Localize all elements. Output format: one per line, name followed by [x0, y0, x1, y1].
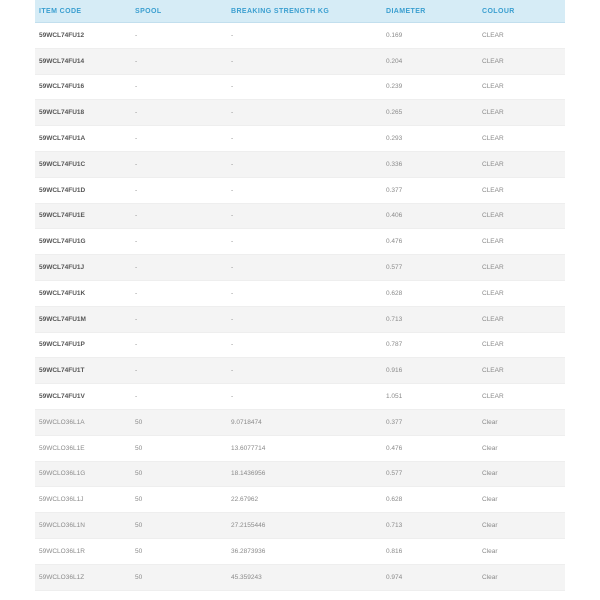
- breaking-strength-cell: -: [231, 367, 234, 375]
- item-code-cell: 59WCL74FU14: [39, 57, 85, 65]
- table-row[interactable]: [35, 229, 565, 255]
- colour-cell: CLEAR: [482, 264, 504, 272]
- breaking-strength-cell: -: [231, 109, 234, 117]
- table-row[interactable]: [35, 152, 565, 178]
- column-header-breaking-strength[interactable]: BREAKING STRENGTH KG: [231, 7, 330, 15]
- table-row[interactable]: [35, 410, 565, 436]
- table-row[interactable]: [35, 178, 565, 204]
- diameter-cell: 0.336: [386, 160, 403, 168]
- spool-cell: -: [135, 289, 138, 297]
- spool-cell: -: [135, 367, 138, 375]
- colour-cell: CLEAR: [482, 315, 504, 323]
- spool-cell: -: [135, 393, 138, 401]
- colour-cell: CLEAR: [482, 160, 504, 168]
- breaking-strength-cell: 27.2155446: [231, 522, 266, 530]
- item-code-cell: 59WCL74FU1E: [39, 212, 85, 220]
- spool-cell: -: [135, 57, 138, 65]
- colour-cell: CLEAR: [482, 186, 504, 194]
- item-code-cell: 59WCL74FU1C: [39, 160, 86, 168]
- breaking-strength-cell: -: [231, 83, 234, 91]
- spool-cell: -: [135, 186, 138, 194]
- item-code-cell: 59WCL74FU1T: [39, 367, 85, 375]
- colour-cell: Clear: [482, 418, 498, 426]
- table-row[interactable]: [35, 513, 565, 539]
- diameter-cell: 0.476: [386, 238, 403, 246]
- product-table: [35, 0, 565, 591]
- table-row[interactable]: [35, 462, 565, 488]
- diameter-cell: 0.377: [386, 418, 403, 426]
- spool-cell: -: [135, 315, 138, 323]
- diameter-cell: 0.577: [386, 470, 403, 478]
- colour-cell: CLEAR: [482, 57, 504, 65]
- colour-cell: CLEAR: [482, 341, 504, 349]
- colour-cell: Clear: [482, 573, 498, 581]
- breaking-strength-cell: -: [231, 264, 234, 272]
- colour-cell: CLEAR: [482, 31, 504, 39]
- spool-cell: -: [135, 83, 138, 91]
- colour-cell: CLEAR: [482, 109, 504, 117]
- colour-cell: Clear: [482, 496, 498, 504]
- spool-cell: 50: [135, 444, 143, 452]
- table-row[interactable]: [35, 487, 565, 513]
- item-code-cell: 59WCL74FU1G: [39, 238, 86, 246]
- item-code-cell: 59WCLO36L1N: [39, 522, 85, 530]
- colour-cell: Clear: [482, 522, 498, 530]
- table-row[interactable]: [35, 49, 565, 75]
- spool-cell: 50: [135, 522, 143, 530]
- table-row[interactable]: [35, 204, 565, 230]
- table-row[interactable]: [35, 539, 565, 565]
- spool-cell: -: [135, 238, 138, 246]
- breaking-strength-cell: 45.359243: [231, 573, 262, 581]
- table-row[interactable]: [35, 436, 565, 462]
- table-row[interactable]: [35, 255, 565, 281]
- item-code-cell: 59WCL74FU16: [39, 83, 85, 91]
- diameter-cell: 0.476: [386, 444, 403, 452]
- table-row[interactable]: [35, 75, 565, 101]
- item-code-cell: 59WCL74FU18: [39, 109, 85, 117]
- diameter-cell: 0.377: [386, 186, 403, 194]
- breaking-strength-cell: 13.6077714: [231, 444, 266, 452]
- item-code-cell: 59WCL74FU12: [39, 31, 85, 39]
- item-code-cell: 59WCL74FU1V: [39, 393, 85, 401]
- spool-cell: -: [135, 135, 138, 143]
- column-header-diameter[interactable]: DIAMETER: [386, 7, 426, 15]
- diameter-cell: 0.265: [386, 109, 403, 117]
- column-header-colour[interactable]: COLOUR: [482, 7, 515, 15]
- diameter-cell: 0.787: [386, 341, 403, 349]
- item-code-cell: 59WCLO36L1R: [39, 547, 85, 555]
- breaking-strength-cell: -: [231, 238, 234, 246]
- colour-cell: CLEAR: [482, 212, 504, 220]
- diameter-cell: 0.169: [386, 31, 403, 39]
- diameter-cell: 0.916: [386, 367, 403, 375]
- item-code-cell: 59WCLO36L1A: [39, 418, 85, 426]
- diameter-cell: 0.628: [386, 289, 403, 297]
- item-code-cell: 59WCLO36L1E: [39, 444, 85, 452]
- spool-cell: 50: [135, 547, 143, 555]
- spool-cell: 50: [135, 573, 143, 581]
- table-body: [35, 23, 565, 591]
- breaking-strength-cell: -: [231, 135, 234, 143]
- breaking-strength-cell: -: [231, 160, 234, 168]
- item-code-cell: 59WCLO36L1J: [39, 496, 84, 504]
- spool-cell: -: [135, 31, 138, 39]
- column-header-item-code[interactable]: ITEM CODE: [39, 7, 82, 15]
- column-header-spool[interactable]: SPOOL: [135, 7, 162, 15]
- breaking-strength-cell: -: [231, 31, 234, 39]
- breaking-strength-cell: 9.0718474: [231, 418, 262, 426]
- table-row[interactable]: [35, 565, 565, 591]
- table-row[interactable]: [35, 23, 565, 49]
- diameter-cell: 0.974: [386, 573, 403, 581]
- spool-cell: 50: [135, 418, 143, 426]
- table-row[interactable]: [35, 333, 565, 359]
- colour-cell: CLEAR: [482, 393, 504, 401]
- breaking-strength-cell: -: [231, 315, 234, 323]
- table-header: [35, 0, 565, 23]
- breaking-strength-cell: 22.67962: [231, 496, 259, 504]
- breaking-strength-cell: -: [231, 212, 234, 220]
- table-row[interactable]: [35, 358, 565, 384]
- spool-cell: 50: [135, 470, 143, 478]
- item-code-cell: 59WCL74FU1K: [39, 289, 86, 297]
- diameter-cell: 0.628: [386, 496, 403, 504]
- item-code-cell: 59WCL74FU1M: [39, 315, 86, 323]
- item-code-cell: 59WCLO36L1Z: [39, 573, 85, 581]
- table-row[interactable]: [35, 307, 565, 333]
- colour-cell: CLEAR: [482, 367, 504, 375]
- diameter-cell: 0.406: [386, 212, 403, 220]
- item-code-cell: 59WCL74FU1A: [39, 135, 86, 143]
- item-code-cell: 59WCL74FU1P: [39, 341, 85, 349]
- spool-cell: -: [135, 160, 138, 168]
- diameter-cell: 0.577: [386, 264, 403, 272]
- diameter-cell: 0.713: [386, 522, 403, 530]
- breaking-strength-cell: 18.1436956: [231, 470, 266, 478]
- spool-cell: -: [135, 109, 138, 117]
- colour-cell: Clear: [482, 470, 498, 478]
- diameter-cell: 0.293: [386, 135, 403, 143]
- breaking-strength-cell: -: [231, 341, 234, 349]
- diameter-cell: 0.204: [386, 57, 403, 65]
- table-row[interactable]: [35, 384, 565, 410]
- breaking-strength-cell: -: [231, 289, 234, 297]
- table-row[interactable]: [35, 281, 565, 307]
- colour-cell: Clear: [482, 444, 498, 452]
- item-code-cell: 59WCL74FU1J: [39, 264, 85, 272]
- breaking-strength-cell: -: [231, 57, 234, 65]
- breaking-strength-cell: -: [231, 393, 234, 401]
- table-row[interactable]: [35, 126, 565, 152]
- breaking-strength-cell: -: [231, 186, 234, 194]
- spool-cell: -: [135, 264, 138, 272]
- colour-cell: CLEAR: [482, 289, 504, 297]
- colour-cell: CLEAR: [482, 135, 504, 143]
- colour-cell: CLEAR: [482, 83, 504, 91]
- spool-cell: -: [135, 212, 138, 220]
- colour-cell: CLEAR: [482, 238, 504, 246]
- spool-cell: -: [135, 341, 138, 349]
- diameter-cell: 0.713: [386, 315, 403, 323]
- item-code-cell: 59WCLO36L1G: [39, 470, 86, 478]
- colour-cell: Clear: [482, 547, 498, 555]
- breaking-strength-cell: 36.2873936: [231, 547, 266, 555]
- diameter-cell: 1.051: [386, 393, 403, 401]
- item-code-cell: 59WCL74FU1D: [39, 186, 86, 194]
- diameter-cell: 0.239: [386, 83, 403, 91]
- diameter-cell: 0.816: [386, 547, 403, 555]
- table-row[interactable]: [35, 100, 565, 126]
- spool-cell: 50: [135, 496, 143, 504]
